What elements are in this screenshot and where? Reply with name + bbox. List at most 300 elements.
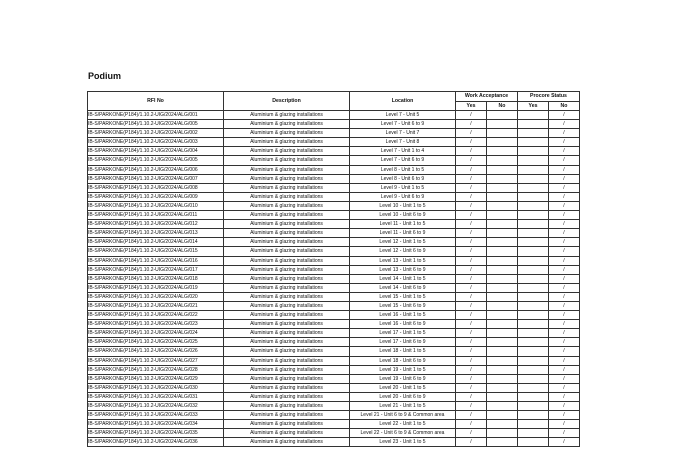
rfi-no-cell: IB-S/PARKONE(P184)/1.10.2-UIG/2024/ALG/012 [88,220,224,229]
procore-status-no-cell: / [549,220,580,229]
table-row [88,256,580,265]
work-acceptance-no-cell [487,402,518,411]
table-row [88,283,580,292]
work-acceptance-yes-cell: / [456,402,487,411]
procore-status-no-cell: / [549,383,580,392]
procore-status-no-cell: / [549,229,580,238]
procore-status-no-cell: / [549,156,580,165]
procore-status-yes-cell [518,201,549,210]
work-acceptance-yes-cell: / [456,274,487,283]
table-row [88,320,580,329]
table-row [88,192,580,201]
work-acceptance-no-cell [487,192,518,201]
header-wa-no: No [487,102,518,111]
work-acceptance-yes-cell: / [456,392,487,401]
procore-status-no-cell: / [549,247,580,256]
table-row [88,238,580,247]
location-cell: Level 7 - Unit 7 [350,129,456,138]
location-cell: Level 21 - Unit 6 to 9 & Common area [350,411,456,420]
work-acceptance-no-cell [487,292,518,301]
procore-status-no-cell: / [549,438,580,447]
work-acceptance-yes-cell: / [456,338,487,347]
procore-status-no-cell: / [549,201,580,210]
procore-status-no-cell: / [549,320,580,329]
description-cell: Aluminium & glazing installations [224,374,350,383]
rfi-no-cell: IB-S/PARKONE(P184)/1.10.2-UIG/2024/ALG/015 [88,247,224,256]
work-acceptance-no-cell [487,111,518,120]
work-acceptance-no-cell [487,138,518,147]
procore-status-yes-cell [518,438,549,447]
rfi-no-cell: IB-S/PARKONE(P184)/1.10.2-UIG/2024/ALG/023 [88,320,224,329]
rfi-no-cell: IB-S/PARKONE(P184)/1.10.2-UIG/2024/ALG/016 [88,256,224,265]
table-row [88,174,580,183]
procore-status-yes-cell [518,365,549,374]
work-acceptance-no-cell [487,238,518,247]
procore-status-yes-cell [518,229,549,238]
procore-status-no-cell: / [549,265,580,274]
table-row [88,411,580,420]
table-row [88,402,580,411]
work-acceptance-yes-cell: / [456,120,487,129]
location-cell: Level 7 - Unit 6 to 9 [350,156,456,165]
work-acceptance-no-cell [487,392,518,401]
rfi-no-cell: IB-S/PARKONE(P184)/1.10.2-UIG/2024/ALG/031 [88,392,224,401]
location-cell: Level 7 - Unit 6 to 9 [350,120,456,129]
location-cell: Level 9 - Unit 6 to 9 [350,192,456,201]
table-row [88,311,580,320]
rfi-no-cell: IB-S/PARKONE(P184)/1.10.2-UIG/2024/ALG/028 [88,365,224,374]
work-acceptance-no-cell [487,201,518,210]
procore-status-no-cell: / [549,192,580,201]
rfi-no-cell: IB-S/PARKONE(P184)/1.10.2-UIG/2024/ALG/036 [88,438,224,447]
rfi-no-cell: IB-S/PARKONE(P184)/1.10.2-UIG/2024/ALG/032 [88,402,224,411]
location-cell: Level 18 - Unit 6 to 9 [350,356,456,365]
work-acceptance-no-cell [487,383,518,392]
table-row [88,392,580,401]
description-cell: Aluminium & glazing installations [224,220,350,229]
rfi-no-cell: IB-S/PARKONE(P184)/1.10.2-UIG/2024/ALG/021 [88,301,224,310]
location-cell: Level 21 - Unit 1 to 5 [350,402,456,411]
table-row [88,438,580,447]
location-cell: Level 14 - Unit 1 to 5 [350,274,456,283]
description-cell: Aluminium & glazing installations [224,411,350,420]
work-acceptance-yes-cell: / [456,111,487,120]
description-cell: Aluminium & glazing installations [224,320,350,329]
location-cell: Level 19 - Unit 1 to 5 [350,365,456,374]
procore-status-yes-cell [518,411,549,420]
description-cell: Aluminium & glazing installations [224,183,350,192]
description-cell: Aluminium & glazing installations [224,420,350,429]
rfi-no-cell: IB-S/PARKONE(P184)/1.10.2-UIG/2024/ALG/027 [88,356,224,365]
procore-status-no-cell: / [549,402,580,411]
procore-status-yes-cell [518,120,549,129]
description-cell: Aluminium & glazing installations [224,292,350,301]
table-row [88,247,580,256]
table-row [88,347,580,356]
location-cell: Level 13 - Unit 1 to 5 [350,256,456,265]
work-acceptance-yes-cell: / [456,365,487,374]
work-acceptance-yes-cell: / [456,183,487,192]
description-cell: Aluminium & glazing installations [224,283,350,292]
procore-status-yes-cell [518,374,549,383]
procore-status-yes-cell [518,147,549,156]
procore-status-yes-cell [518,192,549,201]
table-row [88,420,580,429]
work-acceptance-yes-cell: / [456,256,487,265]
table-row [88,165,580,174]
work-acceptance-yes-cell: / [456,411,487,420]
work-acceptance-yes-cell: / [456,347,487,356]
work-acceptance-yes-cell: / [456,211,487,220]
work-acceptance-yes-cell: / [456,229,487,238]
location-cell: Level 17 - Unit 6 to 9 [350,338,456,347]
procore-status-no-cell: / [549,183,580,192]
procore-status-yes-cell [518,347,549,356]
procore-status-yes-cell [518,111,549,120]
rfi-no-cell: IB-S/PARKONE(P184)/1.10.2-UIG/2024/ALG/004 [88,147,224,156]
procore-status-no-cell: / [549,129,580,138]
description-cell: Aluminium & glazing installations [224,229,350,238]
rfi-no-cell: IB-S/PARKONE(P184)/1.10.2-UIG/2024/ALG/001 [88,111,224,120]
rfi-no-cell: IB-S/PARKONE(P184)/1.10.2-UIG/2024/ALG/033 [88,411,224,420]
description-cell: Aluminium & glazing installations [224,338,350,347]
work-acceptance-no-cell [487,329,518,338]
procore-status-yes-cell [518,283,549,292]
rfi-no-cell: IB-S/PARKONE(P184)/1.10.2-UIG/2024/ALG/030 [88,383,224,392]
header-work-acceptance: Work Acceptance [456,92,518,102]
rfi-no-cell: IB-S/PARKONE(P184)/1.10.2-UIG/2024/ALG/018 [88,274,224,283]
work-acceptance-no-cell [487,356,518,365]
location-cell: Level 13 - Unit 6 to 9 [350,265,456,274]
work-acceptance-no-cell [487,211,518,220]
table-row [88,301,580,310]
work-acceptance-yes-cell: / [456,238,487,247]
procore-status-yes-cell [518,265,549,274]
table-row [88,201,580,210]
location-cell: Level 14 - Unit 6 to 9 [350,283,456,292]
description-cell: Aluminium & glazing installations [224,192,350,201]
work-acceptance-yes-cell: / [456,283,487,292]
work-acceptance-yes-cell: / [456,201,487,210]
work-acceptance-no-cell [487,274,518,283]
procore-status-no-cell: / [549,274,580,283]
work-acceptance-yes-cell: / [456,165,487,174]
procore-status-yes-cell [518,174,549,183]
procore-status-yes-cell [518,338,549,347]
location-cell: Level 22 - Unit 6 to 9 & Common area [350,429,456,438]
description-cell: Aluminium & glazing installations [224,256,350,265]
procore-status-no-cell: / [549,238,580,247]
description-cell: Aluminium & glazing installations [224,329,350,338]
work-acceptance-yes-cell: / [456,301,487,310]
rfi-no-cell: IB-S/PARKONE(P184)/1.10.2-UIG/2024/ALG/010 [88,201,224,210]
table-header [88,92,580,111]
procore-status-no-cell: / [549,429,580,438]
procore-status-no-cell: / [549,411,580,420]
work-acceptance-no-cell [487,347,518,356]
procore-status-no-cell: / [549,283,580,292]
location-cell: Level 23 - Unit 1 to 5 [350,438,456,447]
location-cell: Level 7 - Unit 1 to 4 [350,147,456,156]
rfi-no-cell: IB-S/PARKONE(P184)/1.10.2-UIG/2024/ALG/014 [88,238,224,247]
location-cell: Level 9 - Unit 1 to 5 [350,183,456,192]
table-row [88,429,580,438]
procore-status-yes-cell [518,247,549,256]
rfi-no-cell: IB-S/PARKONE(P184)/1.10.2-UIG/2024/ALG/011 [88,211,224,220]
header-ps-no: No [549,102,580,111]
procore-status-yes-cell [518,165,549,174]
work-acceptance-yes-cell: / [456,265,487,274]
procore-status-yes-cell [518,320,549,329]
rfi-no-cell: IB-S/PARKONE(P184)/1.10.2-UIG/2024/ALG/002 [88,129,224,138]
table-row [88,211,580,220]
work-acceptance-no-cell [487,301,518,310]
description-cell: Aluminium & glazing installations [224,129,350,138]
table-body [88,111,580,447]
work-acceptance-no-cell [487,320,518,329]
work-acceptance-yes-cell: / [456,383,487,392]
rfi-no-cell: IB-S/PARKONE(P184)/1.10.2-UIG/2024/ALG/013 [88,229,224,238]
description-cell: Aluminium & glazing installations [224,301,350,310]
location-cell: Level 11 - Unit 6 to 9 [350,229,456,238]
table-row [88,156,580,165]
rfi-no-cell: IB-S/PARKONE(P184)/1.10.2-UIG/2024/ALG/009 [88,192,224,201]
work-acceptance-yes-cell: / [456,292,487,301]
rfi-no-cell: IB-S/PARKONE(P184)/1.10.2-UIG/2024/ALG/022 [88,311,224,320]
rfi-table [87,91,580,447]
work-acceptance-yes-cell: / [456,129,487,138]
procore-status-yes-cell [518,156,549,165]
description-cell: Aluminium & glazing installations [224,365,350,374]
work-acceptance-no-cell [487,165,518,174]
location-cell: Level 17 - Unit 1 to 5 [350,329,456,338]
work-acceptance-yes-cell: / [456,174,487,183]
location-cell: Level 10 - Unit 6 to 9 [350,211,456,220]
description-cell: Aluminium & glazing installations [224,265,350,274]
header-description: Description [224,92,350,111]
procore-status-no-cell: / [549,420,580,429]
location-cell: Level 18 - Unit 1 to 5 [350,347,456,356]
work-acceptance-yes-cell: / [456,147,487,156]
table-row [88,365,580,374]
location-cell: Level 12 - Unit 1 to 5 [350,238,456,247]
description-cell: Aluminium & glazing installations [224,156,350,165]
rfi-no-cell: IB-S/PARKONE(P184)/1.10.2-UIG/2024/ALG/006 [88,165,224,174]
header-rfi-no: RFI No [88,92,224,111]
work-acceptance-no-cell [487,374,518,383]
table-row [88,111,580,120]
location-cell: Level 15 - Unit 6 to 9 [350,301,456,310]
procore-status-yes-cell [518,238,549,247]
work-acceptance-no-cell [487,311,518,320]
work-acceptance-yes-cell: / [456,374,487,383]
work-acceptance-no-cell [487,365,518,374]
procore-status-no-cell: / [549,292,580,301]
procore-status-yes-cell [518,429,549,438]
work-acceptance-yes-cell: / [456,429,487,438]
work-acceptance-yes-cell: / [456,311,487,320]
procore-status-yes-cell [518,256,549,265]
rfi-no-cell: IB-S/PARKONE(P184)/1.10.2-UIG/2024/ALG/034 [88,420,224,429]
description-cell: Aluminium & glazing installations [224,147,350,156]
rfi-no-cell: IB-S/PARKONE(P184)/1.10.2-UIG/2024/ALG/008 [88,183,224,192]
description-cell: Aluminium & glazing installations [224,201,350,210]
table-row [88,292,580,301]
description-cell: Aluminium & glazing installations [224,247,350,256]
description-cell: Aluminium & glazing installations [224,438,350,447]
location-cell: Level 20 - Unit 1 to 5 [350,383,456,392]
table-row [88,274,580,283]
location-cell: Level 16 - Unit 6 to 9 [350,320,456,329]
work-acceptance-no-cell [487,156,518,165]
procore-status-no-cell: / [549,211,580,220]
procore-status-no-cell: / [549,338,580,347]
procore-status-no-cell: / [549,311,580,320]
table-row [88,147,580,156]
table-row [88,129,580,138]
rfi-no-cell: IB-S/PARKONE(P184)/1.10.2-UIG/2024/ALG/029 [88,374,224,383]
procore-status-no-cell: / [549,138,580,147]
location-cell: Level 7 - Unit 8 [350,138,456,147]
procore-status-no-cell: / [549,174,580,183]
location-cell: Level 10 - Unit 1 to 5 [350,201,456,210]
rfi-no-cell: IB-S/PARKONE(P184)/1.10.2-UIG/2024/ALG/003 [88,138,224,147]
work-acceptance-yes-cell: / [456,220,487,229]
procore-status-no-cell: / [549,365,580,374]
location-cell: Level 8 - Unit 6 to 9 [350,174,456,183]
procore-status-yes-cell [518,183,549,192]
description-cell: Aluminium & glazing installations [224,120,350,129]
work-acceptance-no-cell [487,220,518,229]
table-row [88,374,580,383]
header-wa-yes: Yes [456,102,487,111]
work-acceptance-no-cell [487,229,518,238]
table-row [88,138,580,147]
procore-status-no-cell: / [549,147,580,156]
work-acceptance-yes-cell: / [456,320,487,329]
rfi-no-cell: IB-S/PARKONE(P184)/1.10.2-UIG/2024/ALG/020 [88,292,224,301]
description-cell: Aluminium & glazing installations [224,274,350,283]
procore-status-no-cell: / [549,329,580,338]
header-location: Location [350,92,456,111]
description-cell: Aluminium & glazing installations [224,111,350,120]
description-cell: Aluminium & glazing installations [224,347,350,356]
work-acceptance-no-cell [487,174,518,183]
work-acceptance-yes-cell: / [456,192,487,201]
procore-status-yes-cell [518,129,549,138]
work-acceptance-yes-cell: / [456,138,487,147]
work-acceptance-yes-cell: / [456,247,487,256]
procore-status-no-cell: / [549,356,580,365]
rfi-no-cell: IB-S/PARKONE(P184)/1.10.2-UIG/2024/ALG/005 [88,156,224,165]
work-acceptance-no-cell [487,129,518,138]
procore-status-yes-cell [518,311,549,320]
rfi-no-cell: IB-S/PARKONE(P184)/1.10.2-UIG/2024/ALG/007 [88,174,224,183]
procore-status-no-cell: / [549,347,580,356]
location-cell: Level 16 - Unit 1 to 5 [350,311,456,320]
page-title: Podium [88,71,121,81]
work-acceptance-yes-cell: / [456,329,487,338]
rfi-no-cell: IB-S/PARKONE(P184)/1.10.2-UIG/2024/ALG/026 [88,347,224,356]
procore-status-yes-cell [518,211,549,220]
work-acceptance-no-cell [487,120,518,129]
work-acceptance-no-cell [487,283,518,292]
work-acceptance-no-cell [487,438,518,447]
work-acceptance-no-cell [487,183,518,192]
location-cell: Level 7 - Unit 5 [350,111,456,120]
work-acceptance-no-cell [487,429,518,438]
procore-status-no-cell: / [549,256,580,265]
work-acceptance-no-cell [487,256,518,265]
description-cell: Aluminium & glazing installations [224,138,350,147]
work-acceptance-no-cell [487,338,518,347]
procore-status-yes-cell [518,402,549,411]
description-cell: Aluminium & glazing installations [224,311,350,320]
procore-status-yes-cell [518,329,549,338]
description-cell: Aluminium & glazing installations [224,429,350,438]
table-row [88,338,580,347]
location-cell: Level 8 - Unit 1 to 5 [350,165,456,174]
description-cell: Aluminium & glazing installations [224,174,350,183]
location-cell: Level 19 - Unit 6 to 9 [350,374,456,383]
procore-status-yes-cell [518,383,549,392]
work-acceptance-no-cell [487,147,518,156]
location-cell: Level 12 - Unit 6 to 9 [350,247,456,256]
header-ps-yes: Yes [518,102,549,111]
description-cell: Aluminium & glazing installations [224,211,350,220]
procore-status-yes-cell [518,220,549,229]
procore-status-yes-cell [518,274,549,283]
procore-status-yes-cell [518,392,549,401]
table-row [88,183,580,192]
procore-status-yes-cell [518,420,549,429]
work-acceptance-no-cell [487,247,518,256]
table-row [88,383,580,392]
work-acceptance-yes-cell: / [456,438,487,447]
location-cell: Level 11 - Unit 1 to 5 [350,220,456,229]
procore-status-yes-cell [518,292,549,301]
table-row [88,265,580,274]
work-acceptance-no-cell [487,420,518,429]
description-cell: Aluminium & glazing installations [224,402,350,411]
procore-status-no-cell: / [549,111,580,120]
description-cell: Aluminium & glazing installations [224,383,350,392]
description-cell: Aluminium & glazing installations [224,165,350,174]
rfi-no-cell: IB-S/PARKONE(P184)/1.10.2-UIG/2024/ALG/019 [88,283,224,292]
procore-status-yes-cell [518,356,549,365]
work-acceptance-yes-cell: / [456,356,487,365]
procore-status-no-cell: / [549,374,580,383]
description-cell: Aluminium & glazing installations [224,356,350,365]
header-procore-status: Procore Status [518,92,580,102]
procore-status-yes-cell [518,138,549,147]
work-acceptance-yes-cell: / [456,156,487,165]
location-cell: Level 20 - Unit 6 to 9 [350,392,456,401]
procore-status-yes-cell [518,301,549,310]
location-cell: Level 15 - Unit 1 to 5 [350,292,456,301]
procore-status-no-cell: / [549,301,580,310]
rfi-no-cell: IB-S/PARKONE(P184)/1.10.2-UIG/2024/ALG/005 [88,120,224,129]
procore-status-no-cell: / [549,165,580,174]
procore-status-no-cell: / [549,392,580,401]
rfi-no-cell: IB-S/PARKONE(P184)/1.10.2-UIG/2024/ALG/017 [88,265,224,274]
rfi-no-cell: IB-S/PARKONE(P184)/1.10.2-UIG/2024/ALG/035 [88,429,224,438]
work-acceptance-yes-cell: / [456,420,487,429]
rfi-no-cell: IB-S/PARKONE(P184)/1.10.2-UIG/2024/ALG/024 [88,329,224,338]
procore-status-no-cell: / [549,120,580,129]
description-cell: Aluminium & glazing installations [224,238,350,247]
table-row [88,356,580,365]
